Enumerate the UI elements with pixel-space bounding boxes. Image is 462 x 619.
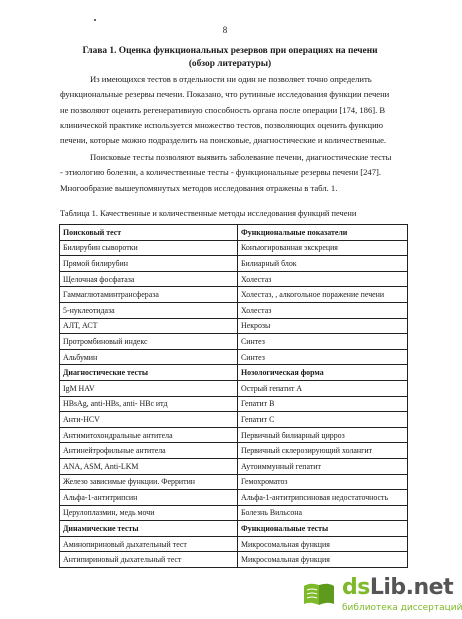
table-row [60, 412, 408, 428]
table-row [60, 256, 408, 272]
table-cell-test: Протромбиновый индекс [60, 334, 238, 350]
table-cell-test: Анти-HCV [60, 412, 238, 428]
table-row [60, 240, 408, 256]
table-cell-test: Церулоплазмин, медь мочи [60, 505, 238, 521]
paragraph-line: функциональные резервы печени. Показано, что рутинные исследования функции печени [60, 89, 390, 100]
table-cell-test: Антипириновый дыхательный тест [60, 552, 238, 568]
paragraph-line: Многообразие вышеупомянутых методов исследования отражены в табл. 1. [60, 182, 338, 193]
table-cell-indicator: Микросомальная функция [238, 552, 408, 568]
paragraph-line: Поисковые тесты позволяют выявить заболевание печени, диагностические тесты [90, 152, 392, 162]
table-cell-indicator: Холестаз [238, 302, 408, 318]
table-cell-test: Альфа-1-антитрипсин [60, 490, 238, 506]
table-row [60, 349, 408, 365]
watermark-brand [342, 575, 453, 600]
table-row [60, 552, 408, 568]
table-cell-test: Динамические тесты [60, 521, 238, 537]
watermark-brand-rest: Lib.net [369, 575, 454, 600]
table-cell-indicator: Гемохроматоз [238, 474, 408, 490]
table-row [60, 396, 408, 412]
table-cell-indicator: Первичный склерозирующий холангит [238, 443, 408, 459]
table-cell-test: АЛТ, АСТ [60, 318, 238, 334]
chapter-title: Глава 1. Оценка функциональных резервов при операциях на печени [82, 46, 378, 56]
table-cell-test: IgM HAV [60, 380, 238, 396]
table-row [60, 443, 408, 459]
table-section-header [60, 365, 408, 381]
table-cell-indicator: Гепатит В [238, 396, 408, 412]
chapter-subtitle: (обзор литературы) [188, 59, 272, 69]
paragraph-line: печени, которые можно подразделить на поисковые, диагностические и количественные. [60, 135, 387, 146]
table-row [60, 302, 408, 318]
table-cell-indicator: Холестаз [238, 271, 408, 287]
paragraph-line: - этиологию болезни, а количественные тесты - функциональные резервы печени [247]. [60, 167, 382, 178]
table-row [60, 474, 408, 490]
table-row [60, 536, 408, 552]
paragraph-line: не позволяют оценить регенеративную способность органа после операции [174, 186]. В [60, 104, 386, 115]
table-row [60, 427, 408, 443]
table-cell-test: Гаммаглютаминтрансфераза [60, 287, 238, 303]
watermark-subtitle: библиотека диссертаций [342, 603, 462, 613]
table-row [60, 490, 408, 506]
table-caption: Таблица 1. Качественные и количественные методы исследования функций печени [60, 209, 357, 218]
table-row [60, 287, 408, 303]
table-cell-test: Антимитохондральные антитела [60, 427, 238, 443]
table-row [60, 458, 408, 474]
table-cell-test: Аминопириновый дыхательный тест [60, 536, 238, 552]
table-cell-test: ANA, ASM, Anti-LKM [60, 458, 238, 474]
table-cell-indicator: Аутоиммунный гепатит [238, 458, 408, 474]
paragraph-1 [60, 72, 400, 148]
table-cell-test: 5-нуклеотидаза [60, 302, 238, 318]
table-cell-indicator: Альфа-1-антитрипсиновая недостаточность [238, 490, 408, 506]
table-row [60, 334, 408, 350]
table-cell-test: Прямой билирубин [60, 256, 238, 272]
table-cell-indicator: Первичный билиарный цирроз [238, 427, 408, 443]
table-cell-indicator: Функциональные тесты [238, 521, 408, 537]
table-cell-test: Антинейтрофильные антитела [60, 443, 238, 459]
table-section-header [60, 521, 408, 537]
table-cell-indicator: Синтез [238, 349, 408, 365]
table-cell-test: Щелочная фосфатаза [60, 271, 238, 287]
table-row [60, 271, 408, 287]
page-number: 8 [222, 25, 228, 35]
table-cell-test: Поисковый тест [60, 225, 238, 241]
table-cell-indicator: Синтез [238, 334, 408, 350]
table-row [60, 380, 408, 396]
table-section-header [60, 225, 408, 241]
table-cell-indicator: Билиарный блок [238, 256, 408, 272]
methods-table [59, 224, 408, 568]
chapter-heading [60, 45, 400, 71]
table-cell-indicator: Гепатит С [238, 412, 408, 428]
watermark [300, 573, 462, 619]
table-cell-indicator: Холестаз, , алкогольное поражение печени [238, 287, 408, 303]
table-cell-test: Билирубин сыворотки [60, 240, 238, 256]
table-row [60, 318, 408, 334]
table-cell-indicator: Острый гепатит А [238, 380, 408, 396]
table-cell-indicator: Функциональные показатели [238, 225, 408, 241]
watermark-brand-ds: ds [342, 575, 370, 600]
table-cell-test: Железо зависимые функции. Ферритин [60, 474, 238, 490]
table-cell-indicator: Конъюгированная экскреция [238, 240, 408, 256]
table-cell-indicator: Нозологическая форма [238, 365, 408, 381]
paragraph-line: Из имеющихся тестов в отдельности ни один не позволяет точно определить [90, 74, 372, 84]
dslib-logo-icon [300, 580, 338, 608]
table-cell-test: Диагностические тесты [60, 365, 238, 381]
scan-speck [94, 19, 96, 21]
table-cell-indicator: Некрозы [238, 318, 408, 334]
paragraph-2 [60, 150, 400, 196]
table-row [60, 505, 408, 521]
table-cell-indicator: Микросомальная функция [238, 536, 408, 552]
table-cell-test: HBsAg, anti-HBs, anti- HBc итд [60, 396, 238, 412]
paragraph-line: клинической практике используется множество тестов, позволяющих оценить функцию [60, 119, 384, 130]
table-cell-indicator: Болезнь Вильсона [238, 505, 408, 521]
table-cell-test: Альбумин [60, 349, 238, 365]
